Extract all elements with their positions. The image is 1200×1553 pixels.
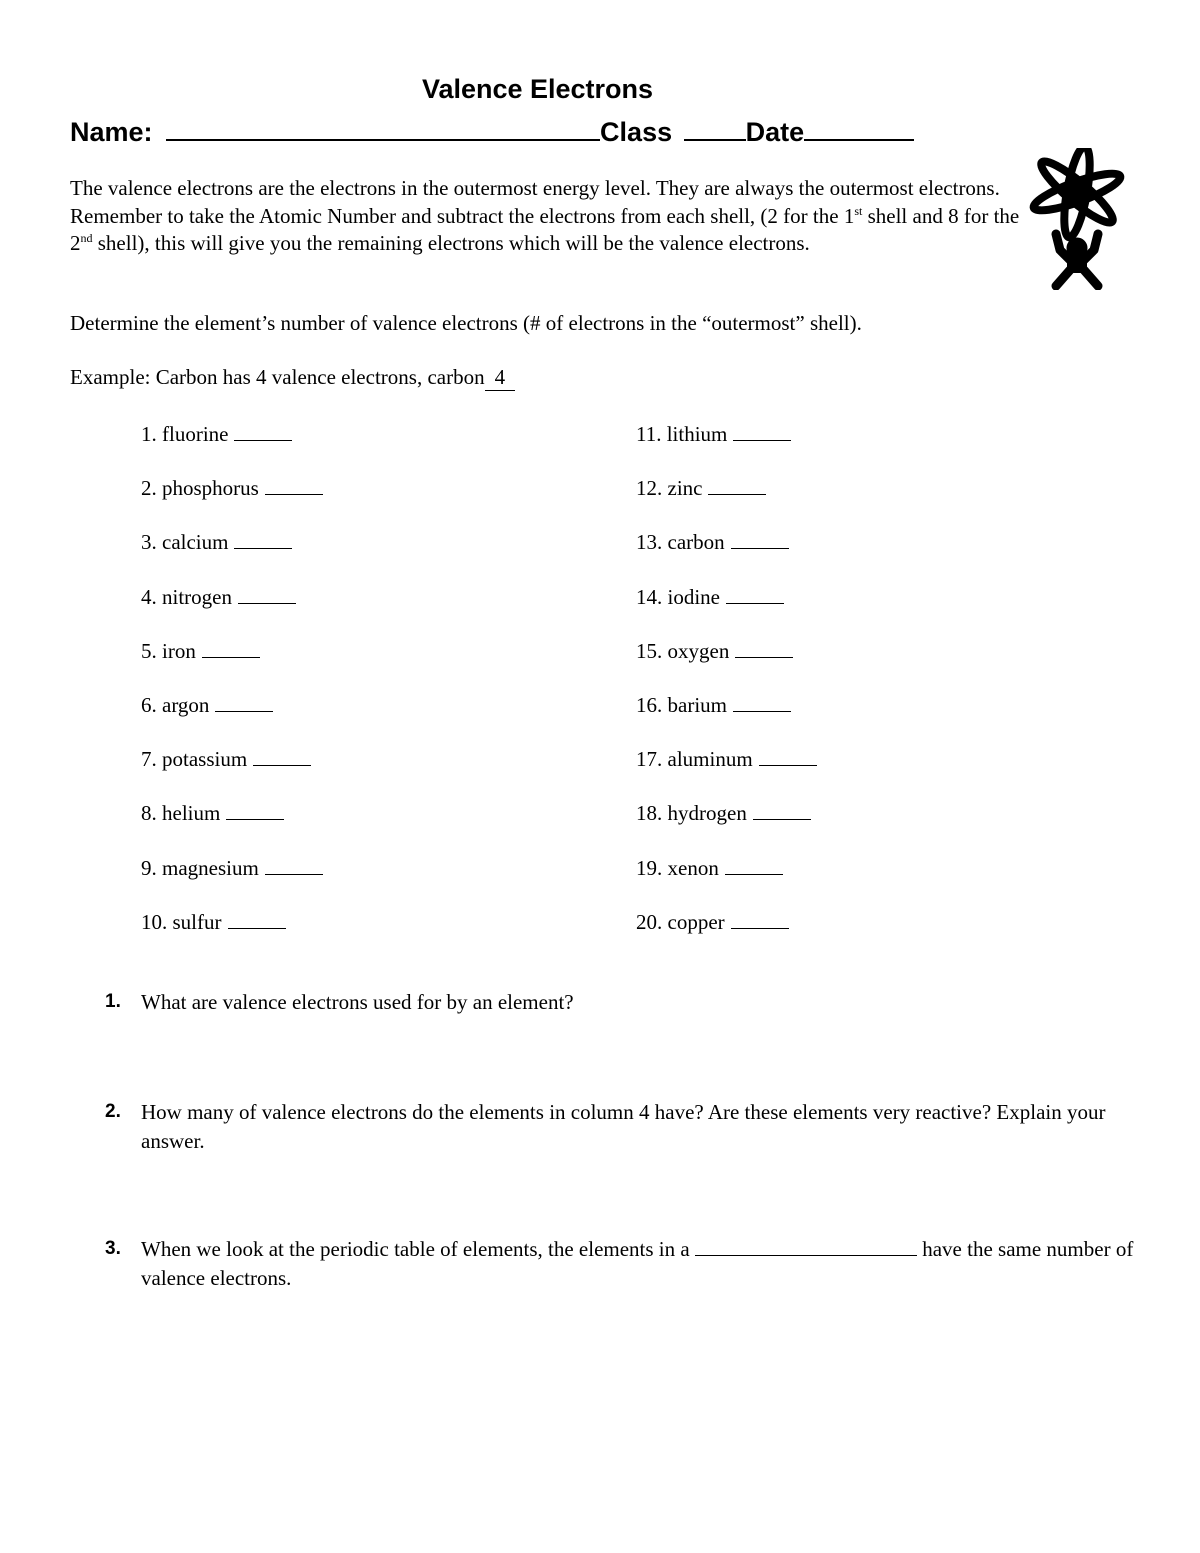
answer-blank[interactable] (238, 583, 296, 604)
element-item: 14. iodine (636, 583, 817, 637)
intro-paragraph (70, 175, 1020, 258)
question-text: What are valence electrons used for by an element? (141, 990, 574, 1014)
name-label: Name: (70, 117, 153, 147)
answer-blank[interactable] (215, 691, 273, 712)
question-text: How many of valence electrons do the elements in column 4 have? Are these elements very reactive? Explain your answer. (141, 1100, 1106, 1153)
element-item: 11. lithium (636, 420, 817, 474)
element-item: 9. magnesium (141, 854, 323, 908)
question-number: 2. (105, 1101, 121, 1122)
intro-sup-1: st (854, 203, 863, 218)
answer-blank[interactable] (753, 799, 811, 820)
name-field[interactable] (166, 113, 600, 141)
answer-blank[interactable] (265, 474, 323, 495)
element-item: 12. zinc (636, 474, 817, 528)
instruction-text: Determine the element’s number of valence electrons (# of electrons in the “outermost” shell). (70, 311, 862, 335)
answer-blank[interactable] (265, 854, 323, 875)
element-item: 7. potassium (141, 745, 323, 799)
example-text: Example: Carbon has 4 valence electrons, carbon (70, 365, 485, 389)
answer-blank[interactable] (733, 691, 791, 712)
element-item: 17. aluminum (636, 745, 817, 799)
question-2 (105, 1098, 1145, 1155)
fill-in-blank[interactable] (695, 1235, 917, 1256)
answer-blank[interactable] (759, 745, 817, 766)
class-field[interactable] (684, 113, 746, 141)
element-item: 20. copper (636, 908, 817, 962)
answer-blank[interactable] (731, 908, 789, 929)
element-item: 2. phosphorus (141, 474, 323, 528)
worksheet-title: Valence Electrons (421, 74, 654, 104)
answer-blank[interactable] (708, 474, 766, 495)
answer-blank[interactable] (234, 420, 292, 441)
question-text: When we look at the periodic table of elements, the elements in a have the same number of valence electrons. (141, 1237, 1134, 1290)
answer-blank[interactable] (253, 745, 311, 766)
element-item: 19. xenon (636, 854, 817, 908)
intro-text-3: shell), this will give you the remaining electrons which will be the valence electrons. (92, 231, 810, 255)
answer-blank[interactable] (733, 420, 791, 441)
question-3 (105, 1235, 1145, 1292)
date-label: Date (745, 117, 805, 147)
intro-text-1: The valence electrons are the electrons in the outermost energy level. They are always the outermost electrons. Remember to take the Atomic Number and subtract the electrons from each shell, (2 for the 1 (70, 176, 1000, 228)
element-item: 8. helium (141, 799, 323, 853)
element-item: 1. fluorine (141, 420, 323, 474)
atom-person-icon (1022, 148, 1132, 290)
element-list-right (636, 420, 817, 962)
element-item: 6. argon (141, 691, 323, 745)
class-label: Class (600, 117, 673, 147)
answer-blank[interactable] (735, 637, 793, 658)
answer-blank[interactable] (725, 854, 783, 875)
intro-text-2: shell and 8 for the 2 (70, 203, 1020, 255)
answer-blank[interactable] (234, 528, 292, 549)
element-item: 3. calcium (141, 528, 323, 582)
question-1 (105, 988, 1145, 1017)
answer-blank[interactable] (226, 799, 284, 820)
element-list-left (141, 420, 323, 962)
question-number: 3. (105, 1238, 121, 1259)
example-answer: 4 (485, 365, 516, 391)
question-number: 1. (105, 991, 121, 1012)
student-info-line (70, 113, 914, 148)
element-item: 18. hydrogen (636, 799, 817, 853)
answer-blank[interactable] (731, 528, 789, 549)
element-item: 15. oxygen (636, 637, 817, 691)
element-item: 13. carbon (636, 528, 817, 582)
element-item: 16. barium (636, 691, 817, 745)
example-line (70, 365, 515, 391)
element-item: 4. nitrogen (141, 583, 323, 637)
element-item: 5. iron (141, 637, 323, 691)
answer-blank[interactable] (202, 637, 260, 658)
intro-sup-2: nd (80, 231, 93, 245)
element-item: 10. sulfur (141, 908, 323, 962)
answer-blank[interactable] (228, 908, 286, 929)
answer-blank[interactable] (726, 583, 784, 604)
date-field[interactable] (804, 113, 914, 141)
